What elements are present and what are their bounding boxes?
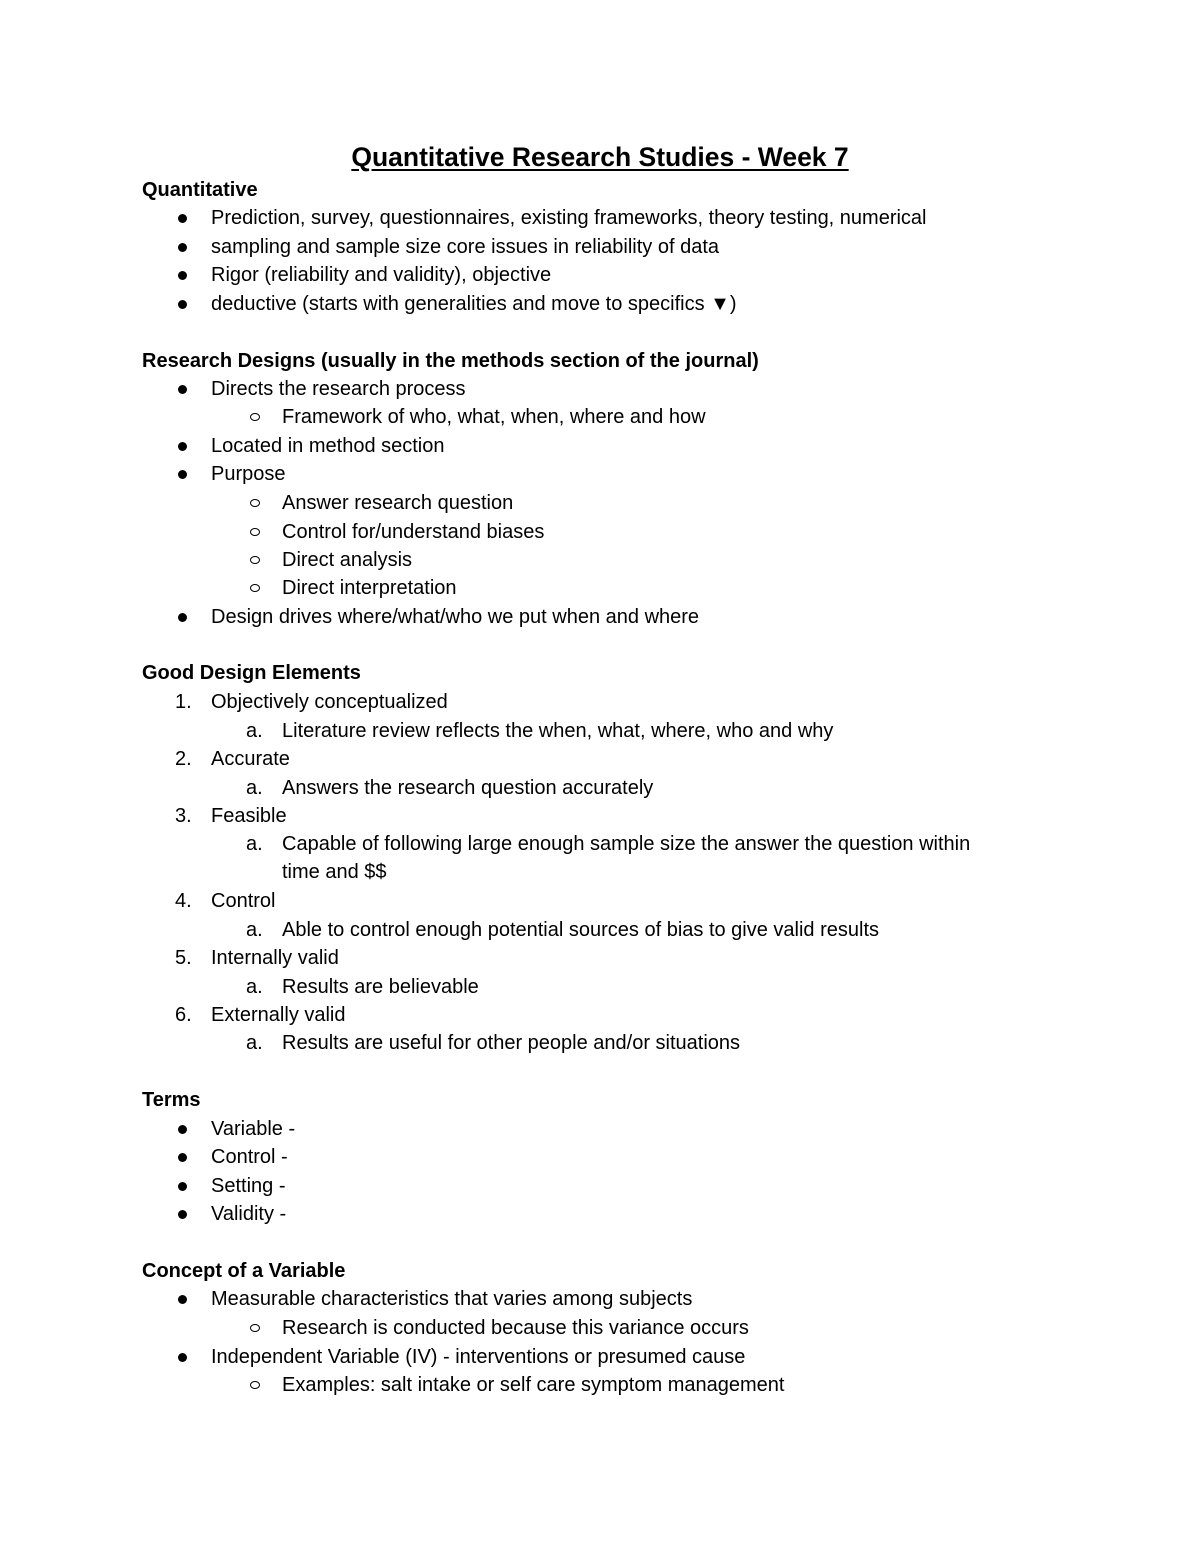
hollow-bullet-icon [250,528,260,536]
hollow-bullet-icon [250,556,260,564]
list-item: Measurable characteristics that varies among subjects [211,1288,693,1310]
list-item: Prediction, survey, questionnaires, existing frameworks, theory testing, numerical [211,207,927,229]
sub-list-item: Direct analysis [282,549,413,571]
sub-list-item: Results are useful for other people and/or situations [282,1032,741,1054]
hollow-bullet-icon [250,413,260,421]
list-item: Feasible [211,805,287,827]
list-item: Validity - [211,1203,287,1225]
bullet-icon [178,1182,187,1191]
list-item: Located in method section [211,435,445,457]
page-title: Quantitative Research Studies - Week 7 [351,142,849,172]
hollow-bullet-icon [250,584,260,592]
bullet-icon [178,1353,187,1362]
sub-list-item: Control for/understand biases [282,521,545,543]
sub-list-item: Literature review reflects the when, what, where, who and why [282,720,834,742]
hollow-bullet-icon [250,1324,260,1332]
section-heading-quantitative: Quantitative [142,179,258,201]
section-heading-research-designs: Research Designs (usually in the methods section of the journal) [142,350,759,372]
list-number: 5. [175,947,192,969]
sub-list-letter: a. [246,720,263,742]
sub-list-item-continued: time and $$ [282,861,387,883]
bullet-icon [178,1125,187,1134]
bullet-icon [178,1210,187,1219]
list-item: Internally valid [211,947,339,969]
list-item: Directs the research process [211,378,466,400]
sub-list-item: Research is conducted because this variance occurs [282,1317,749,1339]
list-item: Accurate [211,748,290,770]
list-item: Variable - [211,1118,296,1140]
list-item: Control [211,890,276,912]
list-item: Externally valid [211,1004,346,1026]
bullet-icon [178,442,187,451]
list-item: Objectively conceptualized [211,691,448,713]
list-item: Rigor (reliability and validity), objective [211,264,552,286]
bullet-icon [178,1295,187,1304]
list-number: 6. [175,1004,192,1026]
sub-list-item: Able to control enough potential sources of bias to give valid results [282,919,880,941]
list-item: sampling and sample size core issues in reliability of data [211,236,720,258]
sub-list-letter: a. [246,833,263,855]
sub-list-item: Framework of who, what, when, where and how [282,406,706,428]
list-number: 1. [175,691,192,713]
bullet-icon [178,385,187,394]
bullet-icon [178,613,187,622]
list-number: 4. [175,890,192,912]
list-item: Setting - [211,1175,286,1197]
section-heading-concept-of-a-variable: Concept of a Variable [142,1260,346,1282]
hollow-bullet-icon [250,1381,260,1389]
sub-list-item: Examples: salt intake or self care symptom management [282,1374,785,1396]
sub-list-letter: a. [246,976,263,998]
sub-list-item: Answer research question [282,492,514,514]
list-item: deductive (starts with generalities and move to specifics ▼) [211,293,737,315]
sub-list-letter: a. [246,1032,263,1054]
hollow-bullet-icon [250,499,260,507]
sub-list-letter: a. [246,777,263,799]
list-number: 2. [175,748,192,770]
section-heading-good-design-elements: Good Design Elements [142,662,361,684]
bullet-icon [178,214,187,223]
bullet-icon [178,300,187,309]
bullet-icon [178,271,187,280]
list-number: 3. [175,805,192,827]
section-heading-terms: Terms [142,1089,201,1111]
bullet-icon [178,1153,187,1162]
list-item: Design drives where/what/who we put when and where [211,606,700,628]
list-item: Independent Variable (IV) - interventions or presumed cause [211,1346,746,1368]
sub-list-item: Capable of following large enough sample size the answer the question within [282,833,971,855]
list-item: Control - [211,1146,288,1168]
bullet-icon [178,243,187,252]
list-item: Purpose [211,463,286,485]
sub-list-item: Direct interpretation [282,577,457,599]
sub-list-item: Results are believable [282,976,479,998]
sub-list-item: Answers the research question accurately [282,777,654,799]
bullet-icon [178,470,187,479]
sub-list-letter: a. [246,919,263,941]
